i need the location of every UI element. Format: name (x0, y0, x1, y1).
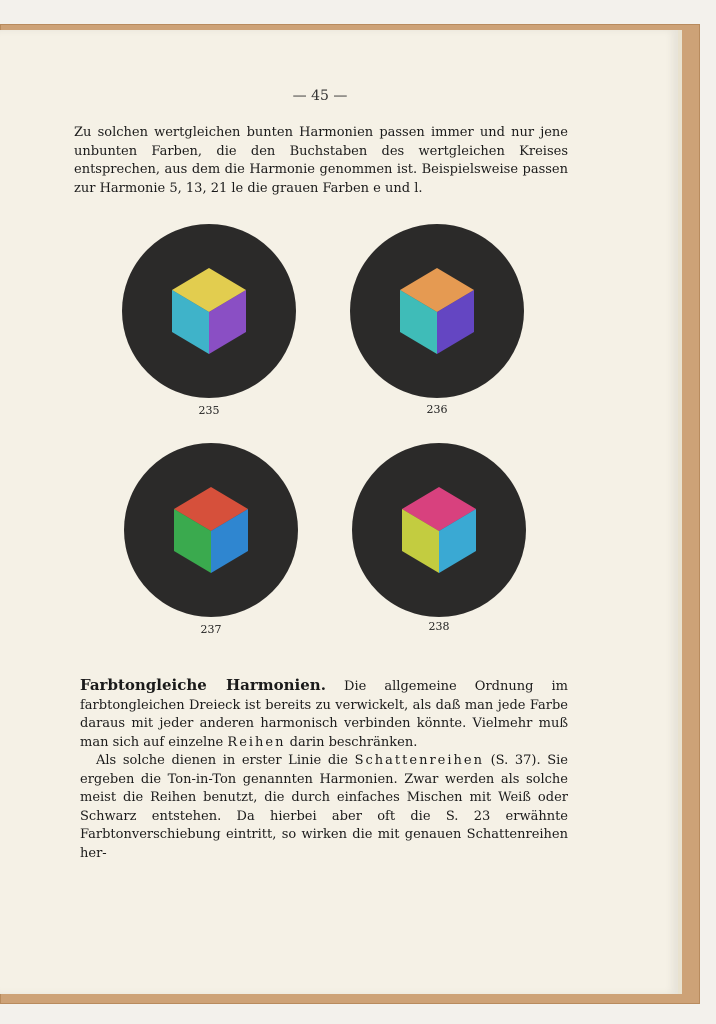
figure-235 (120, 222, 298, 400)
page-edge (678, 30, 682, 994)
figure-caption-236: 236 (426, 403, 448, 416)
section-heading: Farbtongleiche Harmonien. (80, 676, 326, 694)
cube-disc-236 (348, 222, 526, 400)
figure-238 (350, 441, 528, 619)
section-paragraph-2-rest: (S. 37). Sie ergeben die Ton-in-Ton genannten Harmonien. Zwar werden als solche meist die Reihen benutzt, die durch einfaches Mischen mit Weiß oder Schwarz entstehen. Da hierbei aber oft die S. 23 erwähnte Farbtonverschiebung eintritt, so wirken die mit genauen Schattenreihen her- (80, 753, 568, 861)
cube-disc-235 (120, 222, 298, 400)
cube-disc-238 (350, 441, 528, 619)
emphasis-schattenreihen: Schattenreihen (354, 753, 484, 768)
page-number: — 45 — (292, 88, 348, 104)
figure-caption-238: 238 (428, 620, 450, 633)
intro-paragraph: Zu solchen wertgleichen bunten Harmonien passen immer und nur jene unbunten Farben, die den Buchstaben des wertgleichen Kreises entsprechen, aus dem die Harmonie genommen ist. Beispielsweise passen zur Harmonie 5, 13, 21 le die grauen Farben e und l. (74, 125, 568, 196)
section-paragraph-1-end: darin beschränken. (289, 734, 418, 750)
figure-236 (348, 222, 526, 400)
figure-caption-235: 235 (198, 404, 220, 417)
section-text (80, 676, 568, 863)
figure-caption-237: 237 (200, 623, 222, 636)
figure-237 (122, 441, 300, 619)
emphasis-reihen: Reihen (227, 734, 286, 750)
section-paragraph-2-start: Als solche dienen in erster Linie die (96, 753, 348, 768)
section-paragraph-1: Die allgemeine Ordnung im farbtongleichen Dreieck ist bereits zu verwickelt, als daß man jede Farbe daraus mit jeder anderen harmonisch verbinden könnte. Vielmehr muß man sich auf einzelne (80, 679, 568, 750)
section-paragraph-2 (80, 752, 568, 863)
cube-disc-237 (122, 441, 300, 619)
